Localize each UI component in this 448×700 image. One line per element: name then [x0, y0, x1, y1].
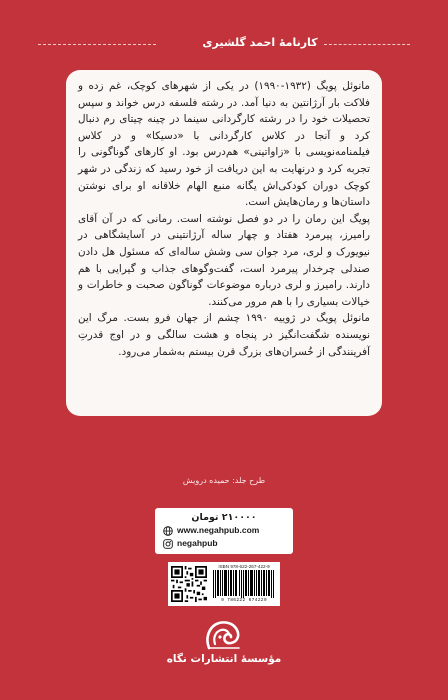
qr-code: [171, 566, 207, 602]
isbn-number: ISBN 978-622-267-422-9: [218, 564, 270, 569]
isbn-barcode: [211, 564, 277, 604]
price-contact-box: [155, 508, 293, 554]
series-title: کارنامهٔ احمد گلشیری: [202, 36, 318, 49]
ean-barcode-bars: [212, 570, 276, 598]
publisher-name: مؤسسهٔ انتشارات نگاه: [166, 653, 282, 665]
cover-design-credit: طرح جلد: حمیده درویش: [182, 476, 266, 485]
ean-number: 9 786222 674229: [221, 598, 267, 603]
synopsis-paragraph-3: مانوئل پویگ در ژوییه ۱۹۹۰ چشم از جهان فرو بست. مرگ این نویسنده شگفت‌انگیز در پنجاه و هشت سالگی و در اوج قدرتِ آفرینندگی از خُسران‌های بزرگ قرن بیستم به‌شمار می‌رود.: [78, 312, 370, 358]
header-divider-left: [38, 44, 156, 45]
instagram-handle: negahpub: [177, 538, 218, 548]
synopsis-paragraph-2: پویگ این رمان را در دو فصل نوشته است. رمانی که در آن آقای رامیرز، پیرمرد هفتاد و چهار ساله آرژانتینی در آسایشگاهی در نیویورک و لری، مرد جوان سی وشش ساله‌ای که مسئول هل دادن صندلی چرخدار پیرمرد است، گفت‌وگوهای جذاب و گیرایی با هم دارند. رامیرز و لری درباره موضوعات گوناگون صحبت و خاطرات و خیالات بسیاری را با هم مرور می‌کنند.: [78, 212, 370, 308]
synopsis-paragraph-1: مانوئل پویگ (۱۹۳۲-۱۹۹۰) در یکی از شهرهای کوچک، غم زده و فلاکت بار آرژانتین به دنیا آمد. در رشته فلسفه درس خواند و سپس تحصیلات خود را در رشته کارگردانی سینما در چینه چیتای رم دنبال کرد و آنجا در کلاس کارگردانی با «دسیکا» و در کلاس فیلمنامه‌نویسی با «زاواتینی» هم‌درس بود. او کارهای گوناگونی را تجربه کرد و درنهایت به این دریافت از خود رسید که زندگی در شهر کوچک دوران کودکی‌اش یگانه منبع الهام خلاقانه او برای نوشتن داستان‌ها و رمان‌هایش است.: [78, 80, 371, 209]
header-divider-right: [324, 44, 410, 45]
publisher-logo-icon: [203, 618, 243, 652]
synopsis-box: [66, 70, 382, 416]
price-label: ۲۱۰۰۰۰ تومان: [191, 512, 257, 523]
website-row[interactable]: [163, 524, 285, 537]
barcode-panel: [168, 562, 280, 606]
instagram-icon: [163, 539, 173, 549]
globe-icon: [163, 526, 173, 536]
instagram-row[interactable]: [163, 537, 285, 550]
website-url: www.negahpub.com: [177, 525, 260, 535]
